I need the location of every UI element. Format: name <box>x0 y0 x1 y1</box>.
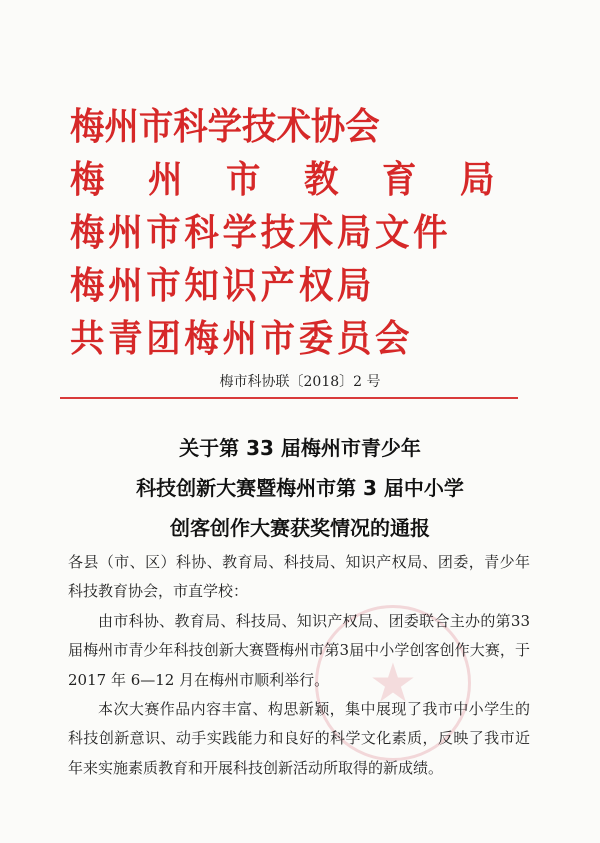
body-paragraph-2: 本次大赛作品内容丰富、构思新颖，集中展现了我市中小学生的科技创新意识、动手实践能力和良好的科学文化素质，反映了我市近年来实施素质教育和开展科技创新活动所取得的新成绩。 <box>68 700 530 777</box>
document-body <box>68 548 530 783</box>
title-line-3: 创客创作大赛获奖情况的通报 <box>170 516 430 540</box>
document-number: 梅市科协联〔2018〕2 号 <box>219 374 381 390</box>
letterhead-org-1: 梅州市科学技术协会 <box>70 104 380 148</box>
body-paragraph-1: 由市科协、教育局、科技局、知识产权局、团委联合主办的第33届梅州市青少年科技创新大赛暨梅州市第3届中小学创客创作大赛，于 2017 年 6—12 月在梅州市顺利举行。 <box>68 611 530 689</box>
salutation: 各县（市、区）科协、教育局、科技局、知识产权局、团委，青少年科技教育协会，市直学校： <box>68 553 530 601</box>
letterhead-org-5: 共青团梅州市委员会 <box>70 316 414 360</box>
letterhead-org-2: 梅 州 市 教 育 局 <box>70 157 511 201</box>
letterhead-org-4: 梅州市知识产权局 <box>70 263 376 307</box>
red-divider-line <box>60 397 518 399</box>
seal-star-icon: ★ <box>368 651 418 715</box>
title-line-1: 关于第 33 届梅州市青少年 <box>179 436 421 460</box>
title-line-2: 科技创新大赛暨梅州市第 3 届中小学 <box>136 476 464 500</box>
letterhead <box>70 100 540 365</box>
document-title <box>0 428 600 548</box>
letterhead-org-3: 梅州市科学技术局文件 <box>70 210 452 254</box>
